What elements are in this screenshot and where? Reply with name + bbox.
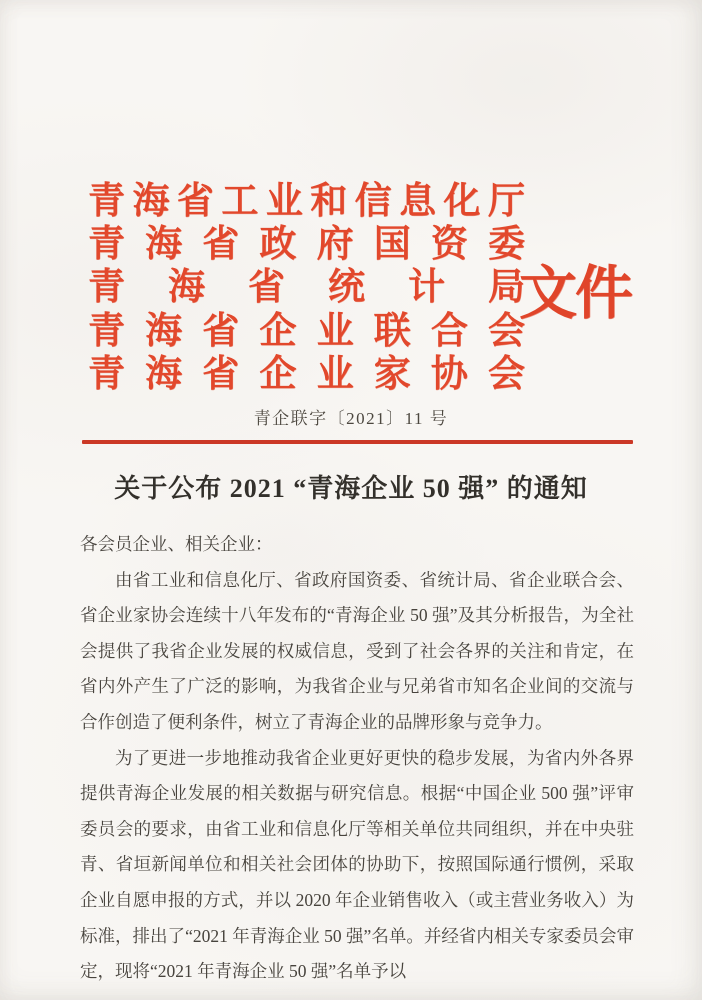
issuing-org-line: 青 海 省 企 业 家 协 会 (88, 353, 525, 395)
document-type-label: 文件 (519, 260, 632, 326)
document-body (80, 527, 634, 990)
letterhead (88, 180, 631, 396)
body-paragraph-1: 由省工业和信息化厅、省政府国资委、省统计局、省企业联合会、省企业家协会连续十八年发布的“青海企业 50 强”及其分析报告，为全社会提供了我省企业发展的权威信息，受到了社会各界的关注和肯定，在省内外产生了广泛的影响，为我省企业与兄弟省市知名企业间的交流与合作创造了便利条件，树立了青海企业的品牌形象与竞争力。 (80, 569, 634, 732)
salutation: 各会员企业、相关企业： (80, 534, 273, 554)
body-paragraph-2: 为了更进一步地推动我省企业更好更快的稳步发展，为省内外各界提供青海企业发展的相关数据与研究信息。根据“中国企业 500 强”评审委员会的要求，由省工业和信息化厅等相关单位共同组织，并在中央驻青、省垣新闻单位和相关社会团体的协助下，按照国际通行惯例，采取企业自愿申报的方式，并以 2020 年企业销售收入（或主营业务收入）为标准，排出了“2021 年青海企业 50 强”名单。并经省内相关专家委员会审定，现将“2021 年青海企业 50 强”名单予以 (80, 747, 634, 982)
document-number: 青企联字〔2021〕11 号 (253, 409, 449, 428)
issuing-org-line: 青 海 省 企 业 联 合 会 (88, 310, 525, 352)
document-title: 关于公布 2021 “青海企业 50 强” 的通知 (114, 474, 588, 503)
issuing-org-line: 青 海 省 统 计 局 (88, 267, 525, 309)
red-divider-line (82, 440, 633, 444)
issuing-org-line: 青 海 省 政 府 国 资 委 (88, 224, 525, 266)
issuing-orgs (88, 180, 525, 396)
issuing-org-line: 青 海 省 工 业 和 信 息 化 厅 (88, 181, 525, 222)
